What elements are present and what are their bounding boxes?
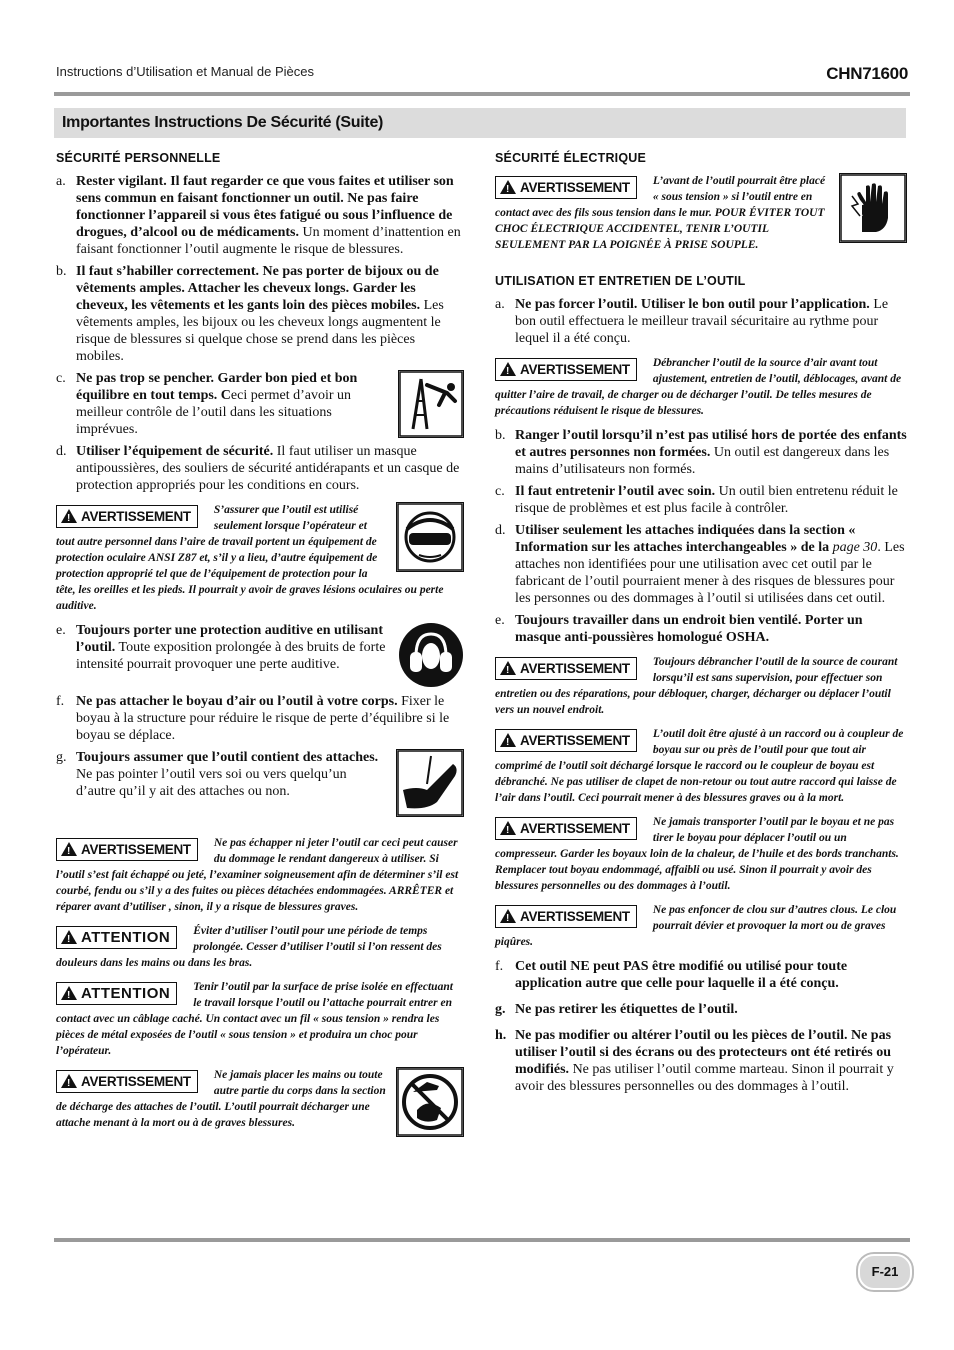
section-bar	[54, 108, 906, 138]
list-item: e. Toujours travailler dans un endroit bien ventilé. Porter un masque anti-poussières homologué OSHA.	[495, 613, 863, 645]
no-hand-icon	[396, 1067, 464, 1137]
attention-block: !ATTENTION Tenir l’outil par la surface de prise isolée en effectuant le travail lorsque l’outil ou l’attache pourrait entrer en contact avec un câblage caché. Un contact avec un fil « sous tension » rendra les pièces de métal exposées de l’outil « sous tension » et produira un choc pour l’opérateur.	[56, 979, 464, 1059]
warning-block: !AVERTISSEMENT Ne jamais placer les mains ou toute autre partie du corps dans la section de décharge des attaches de l’outil. L’outil pourrait décharger une attache menant à la mort ou à de graves blessures.	[56, 1067, 464, 1131]
list-item: a. Ne pas forcer l’outil. Utiliser le bon outil pour l’application. Le bon outil effectuera le meilleur travail sécuritaire au rythme pour lequel il a été conçu.	[495, 297, 889, 346]
list-item: c. Ne pas trop se pencher. Garder bon pied et bon équilibre en tout temps. Ceci permet d’avoir un meilleur contrôle de l’outil dans les situations imprévues.	[56, 370, 464, 438]
ladder-fall-icon	[398, 370, 464, 438]
warning-triangle-icon	[61, 509, 77, 523]
right-column	[495, 150, 907, 1100]
attention-block: !ATTENTION Éviter d’utiliser l’outil pour une période de temps prolongée. Cesser d’utiliser l’outil si l’on ressent des douleurs dans les mains ou dans les bras.	[56, 923, 464, 971]
warning-block: !AVERTISSEMENT L’avant de l’outil pourrait être placé « sous tension » si l’outil entre en contact avec des fils sous tension dans le mur. POUR ÉVITER TOUT CHOC ÉLECTRIQUE ACCIDENTEL, TENIR L’OUTIL SEULEMENT PAR LA POIGNÉE À PRISE SOUPLE.	[495, 173, 907, 253]
warning-triangle-icon	[61, 842, 77, 856]
warning-triangle-icon	[500, 362, 516, 376]
electrical-safety-heading: SÉCURITÉ ÉLECTRIQUE	[495, 151, 647, 165]
warning-badge: !AVERTISSEMENT	[56, 838, 198, 861]
tool-use-heading: UTILISATION ET ENTRETIEN DE L’OUTIL	[495, 274, 746, 288]
warning-badge: !AVERTISSEMENT	[495, 657, 637, 680]
list-item: a. Rester vigilant. Il faut regarder ce que vous faites et utiliser son sens commun en faisant fonctionner un outil. Ne pas faire fonctionner l’appareil si vous êtes fatigué ou sous l’influence de drogues, d’alcool ou de médicaments. Un moment d’inattention en faisant fonctionner l’outil augmente le risque de blessures.	[56, 174, 461, 257]
list-item: g. Toujours assumer que l’outil contient des attaches. Ne pas pointer l’outil vers soi ou vers quelqu’un d’autre qu’il y ait des attaches ou non.	[56, 749, 464, 815]
section-title: Importantes Instructions De Sécurité (Suite)	[62, 114, 384, 131]
footer-rule	[54, 1238, 910, 1242]
ear-protection-icon	[398, 622, 464, 688]
list-item: b. Ranger l’outil lorsqu’il n’est pas utilisé hors de portée des enfants et autres personnes non formées. Un outil est dangereux dans les mains d’utilisateurs non formés.	[495, 428, 907, 477]
warning-triangle-icon	[500, 661, 516, 675]
warning-badge: !AVERTISSEMENT	[495, 358, 637, 381]
list-item: e. Toujours porter une protection auditive en utilisant l’outil. Toute exposition prolongée à des bruits de forte intensité pourrait provoquer une perte auditive.	[56, 622, 464, 688]
list-item: b. Il faut s’habiller correctement. Ne pas porter de bijoux ou de vêtements amples. Attacher les cheveux longs. Garder les cheveux, les vêtements et les gants loin des pièces mobiles. Les vêtements amples, les bijoux ou les cheveux longs augmentent le risque de blessures si quelque chose se prend dans les pièces mobiles.	[56, 264, 444, 364]
page-number: F-21	[858, 1254, 912, 1290]
warning-triangle-icon	[500, 733, 516, 747]
header-rule	[54, 92, 910, 96]
warning-block: !AVERTISSEMENT Toujours débrancher l’outil de la source de courant lorsqu’il est sans supervision, pour effectuer son entretien ou des réparations, pour débloquer, charger, décharger ou déplacer l’outil vers un nouvel endroit.	[495, 654, 907, 718]
warning-triangle-icon	[61, 1074, 77, 1088]
list-item: h. Ne pas modifier ou altérer l’outil ou les pièces de l’outil. Ne pas utiliser l’outil si des écrans ou des protecteurs ont été retirés ou modifiés. Ne pas utiliser l’outil comme marteau. Sinon il pourrait y avoir des blessures personnelles ou des dommages à l’outil.	[495, 1028, 894, 1094]
list-item: f. Cet outil NE peut PAS être modifié ou utilisé pour toute application autre que celle pour laquelle il a été conçu.	[495, 959, 848, 991]
warning-block: !AVERTISSEMENT S’assurer que l’outil est utilisé seulement lorsque l’opérateur et tout autre personnel dans l’aire de travail portent un équipement de protection oculaire ANSI Z87 et, s’il y a lieu, d’autre équipement de protection approprié tel que de l’équipement de protection pour la tête, les oreilles et les pieds. Il pourrait y avoir de graves lésions oculaires ou perte auditive.	[56, 502, 464, 614]
warning-triangle-icon	[61, 930, 77, 944]
personal-safety-heading: SÉCURITÉ PERSONNELLE	[56, 151, 221, 165]
warning-block: !AVERTISSEMENT Ne jamais transporter l’outil par le boyau et ne pas tirer le boyau pour déplacer l’outil ou un compresseur. Garder les boyaux loin de la chaleur, de l’huile et des bords tranchants. Remplacer tout boyau endommagé, affaibli ou usé. Sinon il pourrait y avoir des blessures personnelles ou des dommages à l’outil.	[495, 814, 907, 894]
list-item: d. Utiliser l’équipement de sécurité. Il faut utiliser un masque antipoussières, des souliers de sécurité antidérapants et un casque de protection appropriés pour les conditions en cours.	[56, 444, 460, 493]
warning-triangle-icon	[61, 986, 77, 1000]
warning-block: !AVERTISSEMENT Débrancher l’outil de la source d’air avant tout ajustement, entretien de l’outil, déblocages, avant de quitter l’aire de travail, de charger ou de décharger l’outil. De telles mesures de précautions réduisent le risque de blessures.	[495, 355, 907, 419]
safety-goggles-icon	[396, 502, 464, 572]
warning-block: !AVERTISSEMENT Ne pas enfoncer de clou sur d’autres clous. Le clou pourrait dévier et provoquer la mort ou de graves piqûres.	[495, 902, 907, 950]
warning-triangle-icon	[500, 180, 516, 194]
warning-badge: !AVERTISSEMENT	[495, 176, 637, 199]
manual-title: Instructions d’Utilisation et Manual de Pièces	[56, 64, 314, 79]
warning-block: !AVERTISSEMENT L’outil doit être ajusté à un raccord ou à coupleur de boyau sur ou près de l’outil pour que tout air comprimé de l’outil soit déchargé lorsque le raccord ou le coupleur de boyau est débranché. Ne pas utiliser de clapet de non-retour ou tout autre raccord qui laisse de l’air dans l’outil. Ceci pourrait mener à des blessures graves ou à la mort.	[495, 726, 907, 806]
list-item: f. Ne pas attacher le boyau d’air ou l’outil à votre corps. Fixer le boyau à la structure pour réduire le risque de perte d’équilibre si le boyau se déplace.	[56, 694, 450, 743]
warning-badge: !AVERTISSEMENT	[495, 905, 637, 928]
attention-badge: !ATTENTION	[56, 982, 177, 1005]
left-column	[56, 150, 464, 1141]
warning-block: !AVERTISSEMENT Ne pas échapper ni jeter l’outil car ceci peut causer du dommage le rendant dangereux à utiliser. Si l’outil s’est fait échappé ou jeté, l’examiner soigneusement afin de déterminer s’il est courbé, fendu ou s’il y a des fuites ou pièces détachées endommagées. ARRÊTER et réparer avant d’utiliser , sinon, il y a risque de blessures graves.	[56, 835, 464, 915]
list-item: d. Utiliser seulement les attaches indiquées dans la section « Information sur les attaches interchangeables » de la page 30. Les attaches non identifiées pour une utilisation avec cet outil par le fabricant de l’outil pourraient mener à des risques de blessures pour les personnes ou des dommages à l’outil si utilisées dans cet outil.	[495, 523, 905, 606]
nail-hand-icon	[396, 749, 464, 817]
warning-triangle-icon	[500, 821, 516, 835]
list-item: c. Il faut entretenir l’outil avec soin. Un outil bien entretenu réduit le risque de problèmes et est plus facile à contrôler.	[495, 484, 898, 516]
warning-triangle-icon	[500, 909, 516, 923]
electric-shock-hand-icon	[839, 173, 907, 243]
attention-badge: !ATTENTION	[56, 926, 177, 949]
warning-badge: !AVERTISSEMENT	[495, 729, 637, 752]
list-item: g. Ne pas retirer les étiquettes de l’outil.	[495, 1002, 738, 1017]
warning-badge: !AVERTISSEMENT	[56, 1070, 198, 1093]
warning-badge: !AVERTISSEMENT	[56, 505, 198, 528]
warning-badge: !AVERTISSEMENT	[495, 817, 637, 840]
model-number: CHN71600	[826, 64, 908, 83]
